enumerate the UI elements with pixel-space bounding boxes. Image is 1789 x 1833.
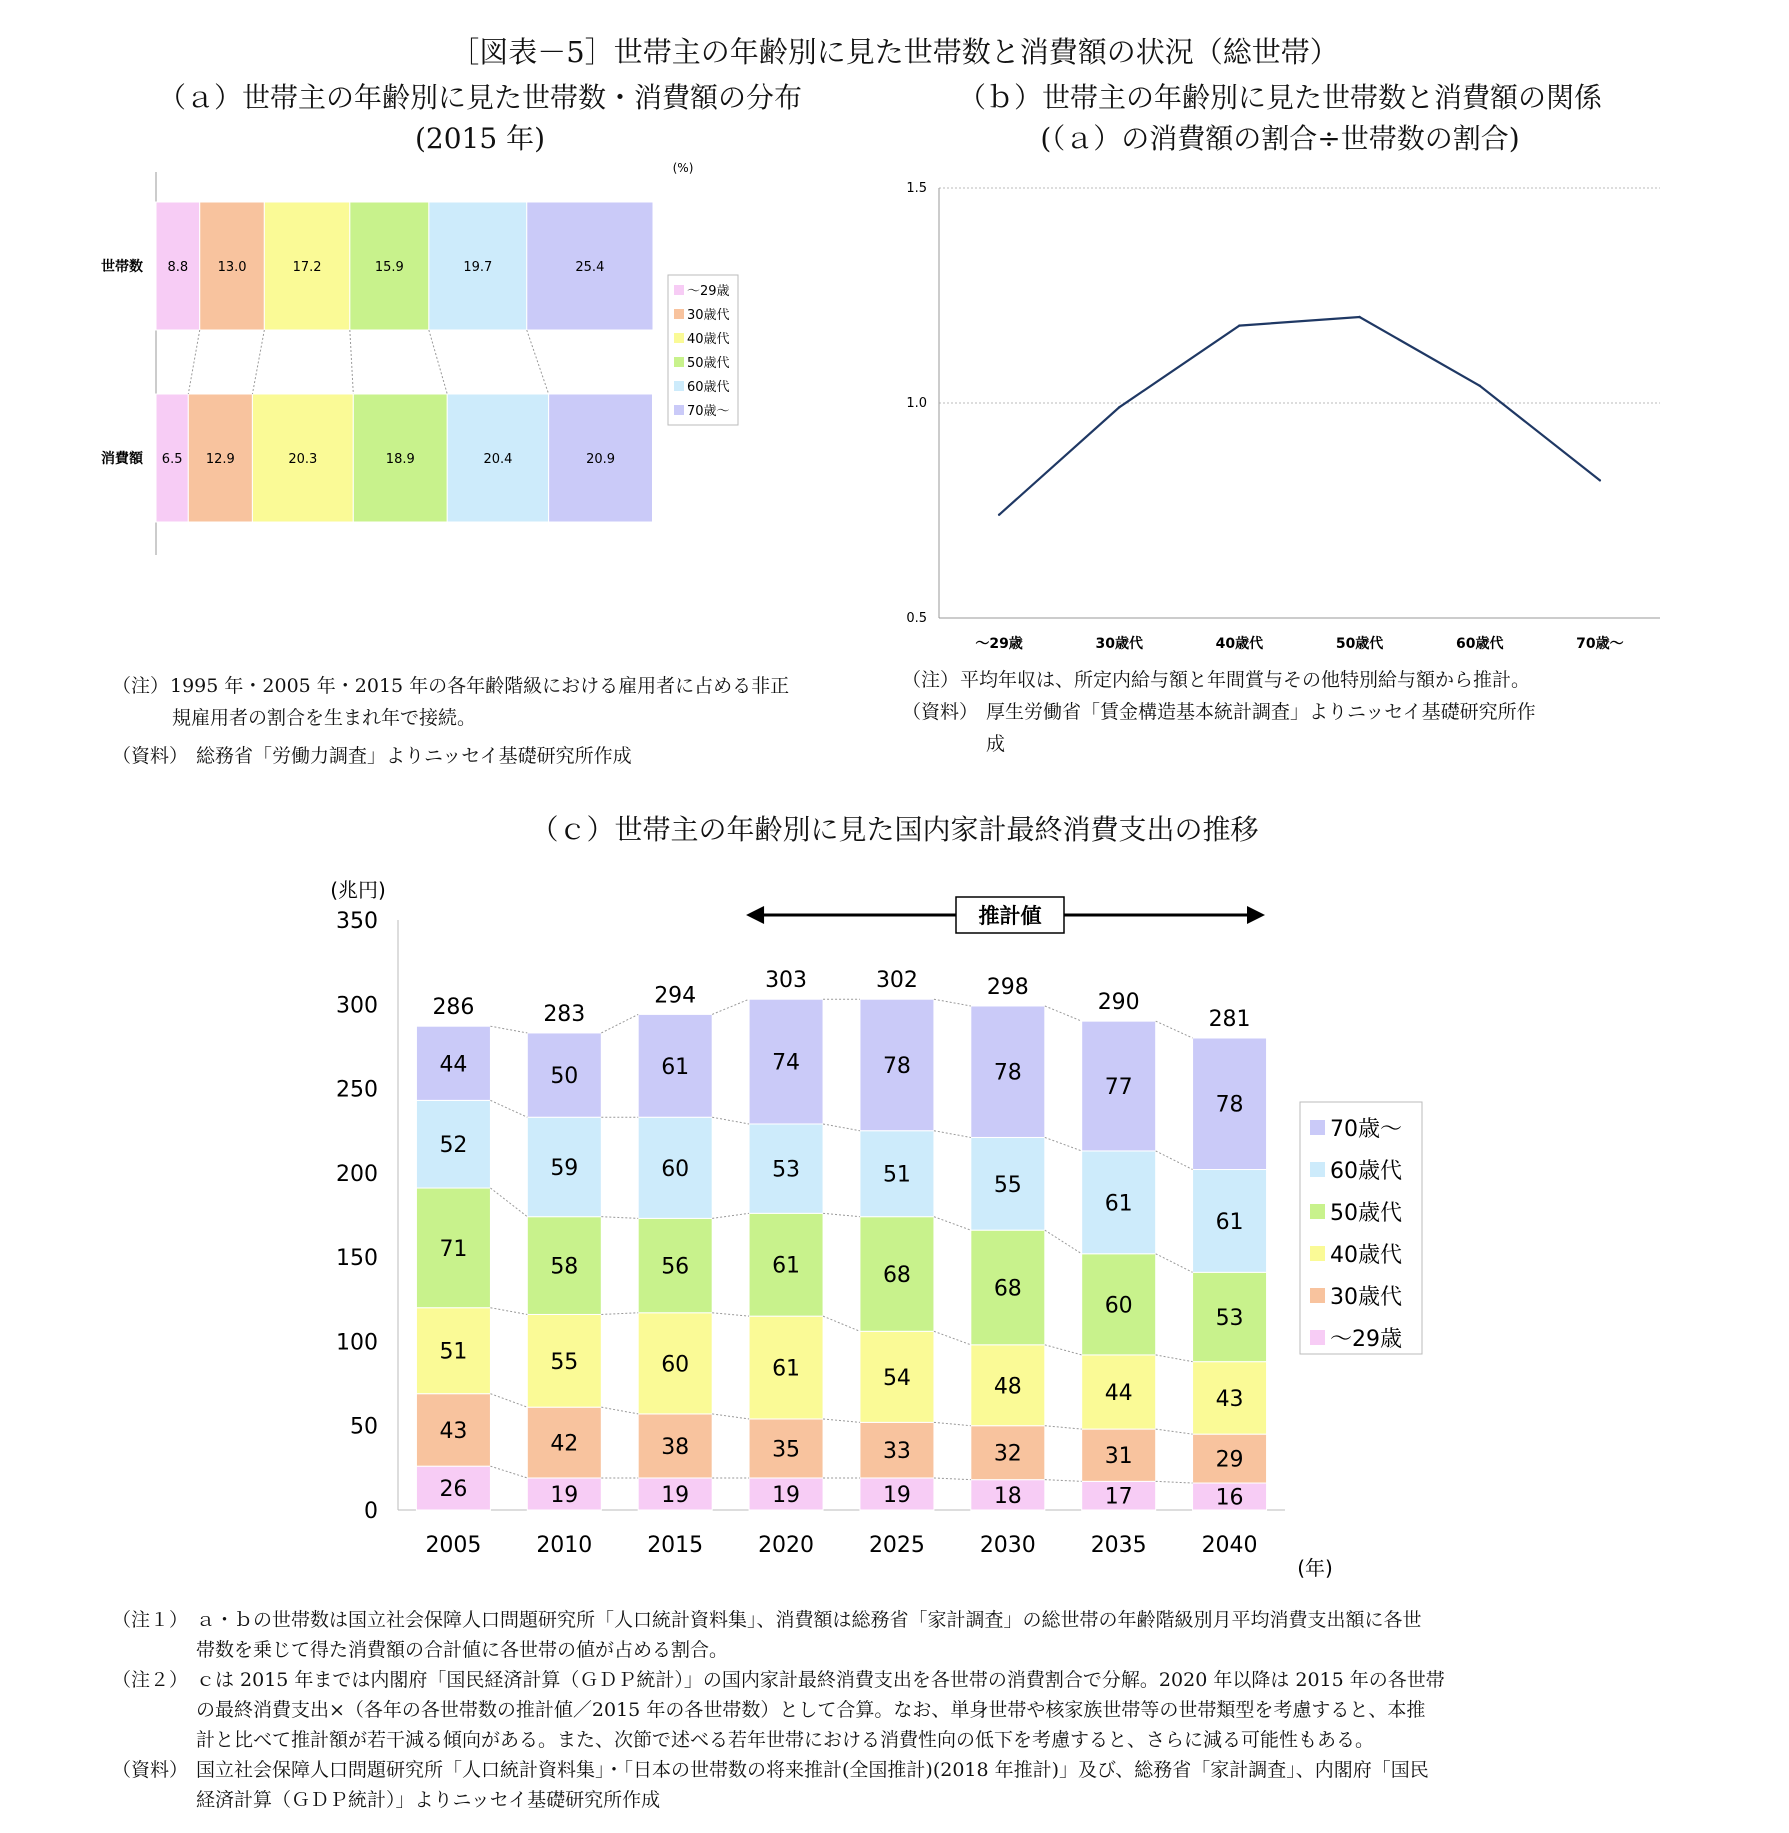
legend-label: 40歳代	[687, 332, 730, 347]
data-label: 44	[1104, 1381, 1133, 1406]
data-label: 19	[882, 1482, 911, 1508]
connector-line	[1156, 1254, 1193, 1273]
data-point	[1599, 479, 1601, 481]
connector-line	[490, 1100, 527, 1117]
connector-line	[601, 1313, 638, 1315]
data-label: 55	[550, 1349, 579, 1375]
legend-swatch	[1310, 1288, 1325, 1303]
legend-label: 60歳代	[687, 380, 730, 395]
data-label: 53	[772, 1157, 801, 1183]
connector-line	[490, 1308, 527, 1315]
data-label: 17	[1104, 1484, 1133, 1510]
connector-line	[188, 330, 199, 394]
connector-line	[1156, 1151, 1193, 1170]
x-unit-label: (%)	[672, 161, 694, 175]
connector-line	[712, 1414, 749, 1419]
legend-label: 50歳代	[687, 356, 730, 371]
y-tick-label: 250	[336, 1077, 378, 1103]
total-label: 302	[875, 968, 918, 994]
estimate-arrow-right-head	[1247, 906, 1265, 924]
connector-line	[712, 1117, 749, 1124]
connector-line	[490, 1188, 527, 1217]
legend-swatch	[674, 285, 684, 295]
connector-line	[350, 330, 353, 394]
legend-swatch	[1310, 1246, 1325, 1261]
data-point	[1118, 406, 1120, 408]
connector-line	[1045, 1426, 1082, 1429]
data-label: 32	[993, 1441, 1022, 1467]
y-tick-label: 100	[336, 1330, 378, 1356]
connector-line	[1156, 1481, 1193, 1483]
legend-label: 70歳～	[1330, 1117, 1402, 1142]
legend-swatch	[1310, 1162, 1325, 1177]
connector-line	[601, 1014, 638, 1033]
data-label: 59	[550, 1155, 579, 1181]
x-tick-label: 2025	[868, 1533, 925, 1558]
data-label: 60	[661, 1352, 690, 1378]
total-label: 286	[432, 995, 475, 1021]
connector-line	[490, 1394, 527, 1407]
total-label: 294	[654, 983, 697, 1009]
legend-swatch	[674, 333, 684, 343]
total-label: 298	[986, 974, 1029, 1000]
x-tick-label: 2015	[647, 1533, 704, 1558]
data-label: 77	[1104, 1075, 1133, 1101]
data-point	[998, 514, 1000, 516]
connector-line	[934, 1131, 971, 1138]
data-label: 61	[772, 1356, 801, 1382]
y-tick-label: 0.5	[906, 611, 927, 626]
data-label: 78	[1215, 1092, 1244, 1118]
connector-line	[527, 330, 549, 394]
connector-line	[934, 1422, 971, 1425]
data-label: 68	[882, 1263, 911, 1288]
notes-b: （注） 平均年収は、所定内給与額と年間賞与その他特別給与額から推計。 （資料） 厚生労働省「賃金構造基本統計調査」よりニッセイ基礎研究所作 成	[902, 669, 1536, 755]
connector-line	[601, 1217, 638, 1219]
chart-c-stacked-bar	[310, 870, 1450, 1590]
x-tick-label: 40歳代	[1215, 636, 1264, 652]
data-label: 16	[1215, 1485, 1244, 1511]
chart-a-stacked-bar	[100, 160, 880, 660]
legend-swatch	[1310, 1204, 1325, 1219]
data-label: 61	[772, 1253, 801, 1279]
connector-line	[934, 999, 971, 1006]
y-tick-label: 200	[336, 1161, 378, 1187]
data-label: 31	[1104, 1444, 1133, 1470]
data-label: 74	[772, 1050, 801, 1076]
data-label: 50	[550, 1064, 579, 1090]
chart-b-title: （ｂ）世帯主の年齢別に見た世帯数と消費額の関係	[957, 81, 1602, 114]
data-label: 48	[993, 1374, 1022, 1400]
data-label: 19	[550, 1482, 579, 1508]
main-title: ［図表－5］世帯主の年齢別に見た世帯数と消費額の状況（総世帯）	[450, 35, 1339, 69]
data-label: 19	[772, 1482, 801, 1508]
data-label: 58	[550, 1254, 579, 1280]
data-label: 78	[993, 1060, 1022, 1086]
legend-swatch	[674, 357, 684, 367]
data-label: 51	[882, 1162, 911, 1188]
connector-line	[823, 1419, 860, 1422]
connector-line	[1045, 1345, 1082, 1355]
data-label: 20.4	[483, 452, 513, 467]
connector-line	[1045, 1006, 1082, 1021]
data-label: 43	[439, 1418, 468, 1444]
x-tick-label: 70歳～	[1576, 636, 1624, 652]
legend-swatch	[1310, 1120, 1325, 1135]
legend-label: 60歳代	[1330, 1159, 1402, 1184]
estimate-label: 推計値	[978, 904, 1042, 928]
legend-label: 70歳～	[687, 404, 730, 419]
x-axis-unit: (年)	[1297, 1556, 1333, 1580]
total-label: 290	[1097, 990, 1140, 1016]
category-label: 世帯数	[101, 259, 143, 275]
x-tick-label: 30歳代	[1095, 636, 1143, 652]
connector-line	[934, 1478, 971, 1480]
x-tick-label: 2030	[979, 1533, 1036, 1558]
y-tick-label: 1.5	[906, 181, 927, 196]
legend-swatch	[674, 381, 684, 391]
data-label: 78	[882, 1053, 911, 1079]
connector-line	[429, 330, 447, 394]
chart-b-subtitle: (（ａ）の消費額の割合÷世帯数の割合)	[1040, 122, 1520, 155]
legend-swatch	[674, 405, 684, 415]
connector-line	[712, 999, 749, 1014]
chart-b-line	[890, 170, 1670, 660]
total-label: 303	[765, 968, 808, 994]
x-tick-label: ～29歳	[975, 636, 1023, 652]
y-tick-label: 1.0	[906, 396, 927, 411]
data-label: 18	[993, 1483, 1022, 1509]
x-tick-label: 2035	[1090, 1533, 1147, 1558]
data-label: 20.3	[288, 452, 318, 467]
data-label: 38	[661, 1434, 690, 1460]
legend-label: 30歳代	[1330, 1285, 1402, 1310]
data-point	[1479, 385, 1481, 387]
data-label: 61	[661, 1054, 690, 1080]
data-label: 29	[1215, 1447, 1244, 1473]
data-label: 44	[439, 1052, 468, 1078]
data-label: 8.8	[167, 260, 189, 275]
legend-swatch	[674, 309, 684, 319]
data-label: 60	[1104, 1293, 1133, 1319]
data-label: 51	[439, 1339, 468, 1365]
data-label: 19	[661, 1482, 690, 1508]
estimate-arrow-left-head	[746, 906, 764, 924]
connector-line	[1156, 1021, 1193, 1038]
connector-line	[823, 1213, 860, 1216]
connector-line	[712, 1213, 749, 1218]
data-label: 43	[1215, 1386, 1244, 1412]
legend-label: ～29歳	[687, 284, 730, 299]
connector-line	[823, 1124, 860, 1131]
y-tick-label: 50	[350, 1414, 378, 1440]
y-tick-label: 0	[364, 1499, 378, 1524]
data-label: 56	[661, 1254, 690, 1280]
data-label: 25.4	[575, 260, 605, 275]
y-axis-unit: (兆円)	[330, 878, 386, 902]
connector-line	[252, 330, 264, 394]
connector-line	[712, 1313, 749, 1316]
data-label: 68	[993, 1276, 1022, 1302]
data-label: 71	[439, 1236, 468, 1262]
connector-line	[1045, 1480, 1082, 1482]
data-point	[1238, 324, 1240, 326]
x-tick-label: 60歳代	[1456, 636, 1504, 652]
x-tick-label: 2040	[1201, 1533, 1258, 1558]
series-line	[999, 317, 1600, 515]
connector-line	[490, 1466, 527, 1478]
connector-line	[934, 1331, 971, 1344]
connector-line	[1045, 1230, 1082, 1254]
data-label: 54	[882, 1365, 911, 1391]
data-label: 20.9	[586, 452, 616, 467]
data-label: 42	[550, 1431, 579, 1457]
data-label: 61	[1104, 1191, 1133, 1217]
data-label: 33	[882, 1439, 911, 1465]
data-label: 12.9	[205, 452, 235, 467]
data-label: 52	[439, 1133, 468, 1159]
y-tick-label: 150	[336, 1246, 378, 1272]
connector-line	[490, 1026, 527, 1033]
data-label: 60	[661, 1156, 690, 1182]
data-label: 55	[993, 1172, 1022, 1198]
x-tick-label: 2010	[536, 1533, 593, 1558]
data-label: 15.9	[374, 260, 404, 275]
data-label: 19.7	[463, 260, 493, 275]
data-label: 61	[1215, 1209, 1244, 1235]
total-label: 281	[1208, 1007, 1251, 1032]
connector-line	[823, 1316, 860, 1331]
y-tick-label: 300	[336, 993, 378, 1019]
chart-c-title: （ｃ）世帯主の年齢別に見た国内家計最終消費支出の推移	[530, 813, 1259, 846]
data-label: 13.0	[217, 260, 247, 275]
data-label: 53	[1215, 1305, 1244, 1331]
category-label: 消費額	[101, 451, 143, 467]
legend-label: ～29歳	[1330, 1327, 1402, 1352]
legend-label: 40歳代	[1330, 1243, 1402, 1268]
x-tick-label: 50歳代	[1335, 636, 1384, 652]
data-label: 17.2	[292, 260, 322, 275]
data-label: 26	[439, 1477, 468, 1503]
connector-line	[934, 1217, 971, 1230]
x-tick-label: 2005	[425, 1533, 482, 1558]
data-label: 35	[772, 1437, 801, 1463]
legend-swatch	[1310, 1330, 1325, 1345]
y-tick-label: 350	[336, 909, 378, 934]
connector-line	[1045, 1137, 1082, 1150]
connector-line	[1156, 1429, 1193, 1434]
connector-line	[601, 1407, 638, 1414]
connector-line	[1156, 1355, 1193, 1362]
chart-a-title: （ａ）世帯主の年齢別に見た世帯数・消費額の分布	[157, 81, 802, 114]
total-label: 283	[543, 1001, 586, 1027]
legend-label: 30歳代	[687, 308, 730, 323]
data-label: 18.9	[385, 452, 415, 467]
legend-label: 50歳代	[1330, 1201, 1402, 1226]
notes-a: （注） 1995 年・2005 年・2015 年の各年齢階級における雇用者に占める非正 規雇用者の割合を生まれ年で接続。 （資料） 総務省「労働力調査」よりニッセイ基礎研究所作成	[112, 675, 790, 767]
chart-a-subtitle: (2015 年)	[414, 122, 545, 155]
data-label: 6.5	[161, 452, 183, 467]
notes-c: （注１） ａ・ｂの世帯数は国立社会保障人口問題研究所「人口統計資料集」、消費額は総務省「家計調査」の総世帯の年齢階級別月平均消費支出額に各世 帯数を乗じて得た消費額の合計値に各世帯の値が占める割合。 （注２） ｃは 2015 年までは内閣府「国民経済計算（ＧＤＰ統計）」の国内家計最終消費支出を各世帯の消費割合で分解。2020 年以降は 2015 年の各世帯 の最終消費支出×（各年の各世帯数の推計値／2015 年の各世帯数）として合算。なお、単身世帯や核家族世帯等の世帯類型を考慮すると、本推 計と比べて推計額が若干減る傾向がある。また、次節で述べる若年世帯における消費性向の低下を考慮すると、さらに減る可能性もある。 （資料） 国立社会保障人口問題研究所「人口統計資料集」・「日本の世帯数の将来推計(全国推計)(2018 年推計)」及び、総務省「家計調査」、内閣府「国民 経済計算（ＧＤＰ統計）」よりニッセイ基礎研究所作成	[112, 1609, 1445, 1811]
data-point	[1358, 316, 1360, 318]
x-tick-label: 2020	[758, 1533, 815, 1558]
